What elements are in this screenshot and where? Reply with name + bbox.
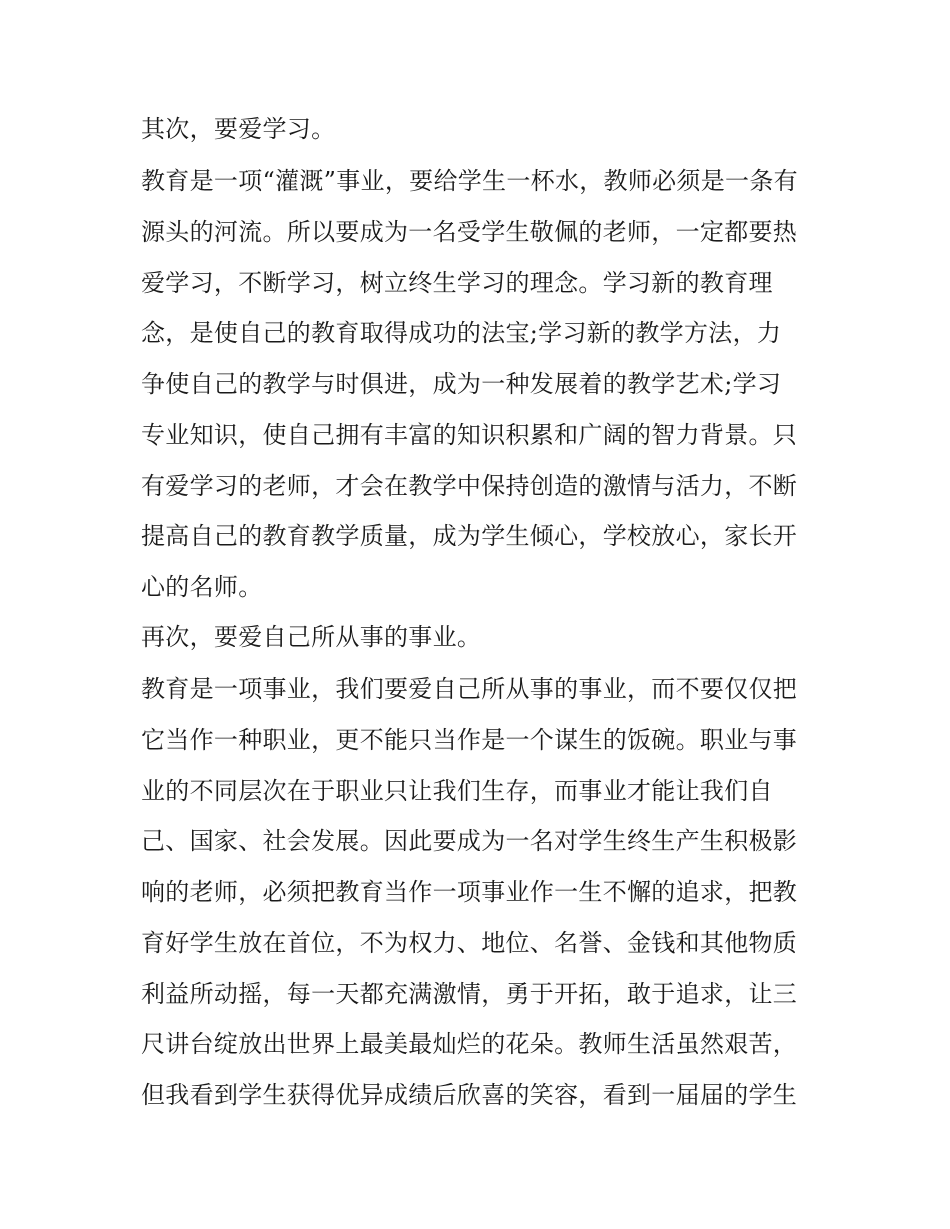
text-line: 业的不同层次在于职业只让我们生存，而事业才能让我们自 xyxy=(141,777,773,805)
text-line: 专业知识，使自己拥有丰富的知识积累和广阔的智力背景。只 xyxy=(141,421,798,449)
text-line: 育好学生放在首位，不为权力、地位、名誉、金钱和其他物质 xyxy=(141,929,798,957)
text-line: 教育是一项“灌溉”事业，要给学生一杯水，教师必须是一条有 xyxy=(141,167,798,195)
text-line: 利益所动摇，每一天都充满激情，勇于开拓，敢于追求，让三 xyxy=(141,980,798,1008)
text-line: 争使自己的教学与时俱进，成为一种发展着的教学艺术;学习 xyxy=(141,370,782,398)
text-line: 尺讲台绽放出世界上最美最灿烂的花朵。教师生活虽然艰苦， xyxy=(141,1030,798,1058)
text-line: 但我看到学生获得优异成绩后欣喜的笑容，看到一届届的学生 xyxy=(141,1081,798,1109)
text-line: 己、国家、社会发展。因此要成为一名对学生终生产生积极影 xyxy=(141,827,798,855)
text-line: 教育是一项事业，我们要爱自己所从事的事业，而不要仅仅把 xyxy=(141,675,798,703)
text-line: 有爱学习的老师，才会在教学中保持创造的激情与活力，不断 xyxy=(141,472,798,500)
text-line: 它当作一种职业，更不能只当作是一个谋生的饭碗。职业与事 xyxy=(141,726,798,754)
text-line: 提高自己的教育教学质量，成为学生倾心，学校放心，家长开 xyxy=(141,522,798,550)
text-line: 心的名师。 xyxy=(141,573,263,601)
text-line: 响的老师，必须把教育当作一项事业作一生不懈的追求，把教 xyxy=(141,878,798,906)
heading-love-career: 再次，要爱自己所从事的事业。 xyxy=(141,623,482,651)
text-line: 源头的河流。所以要成为一名受学生敬佩的老师，一定都要热 xyxy=(141,218,798,246)
text-line: 念，是使自己的教育取得成功的法宝;学习新的教学方法，力 xyxy=(141,319,782,347)
text-line: 爱学习，不断学习，树立终生学习的理念。学习新的教育理 xyxy=(141,269,773,297)
heading-love-learning: 其次，要爱学习。 xyxy=(141,115,336,143)
